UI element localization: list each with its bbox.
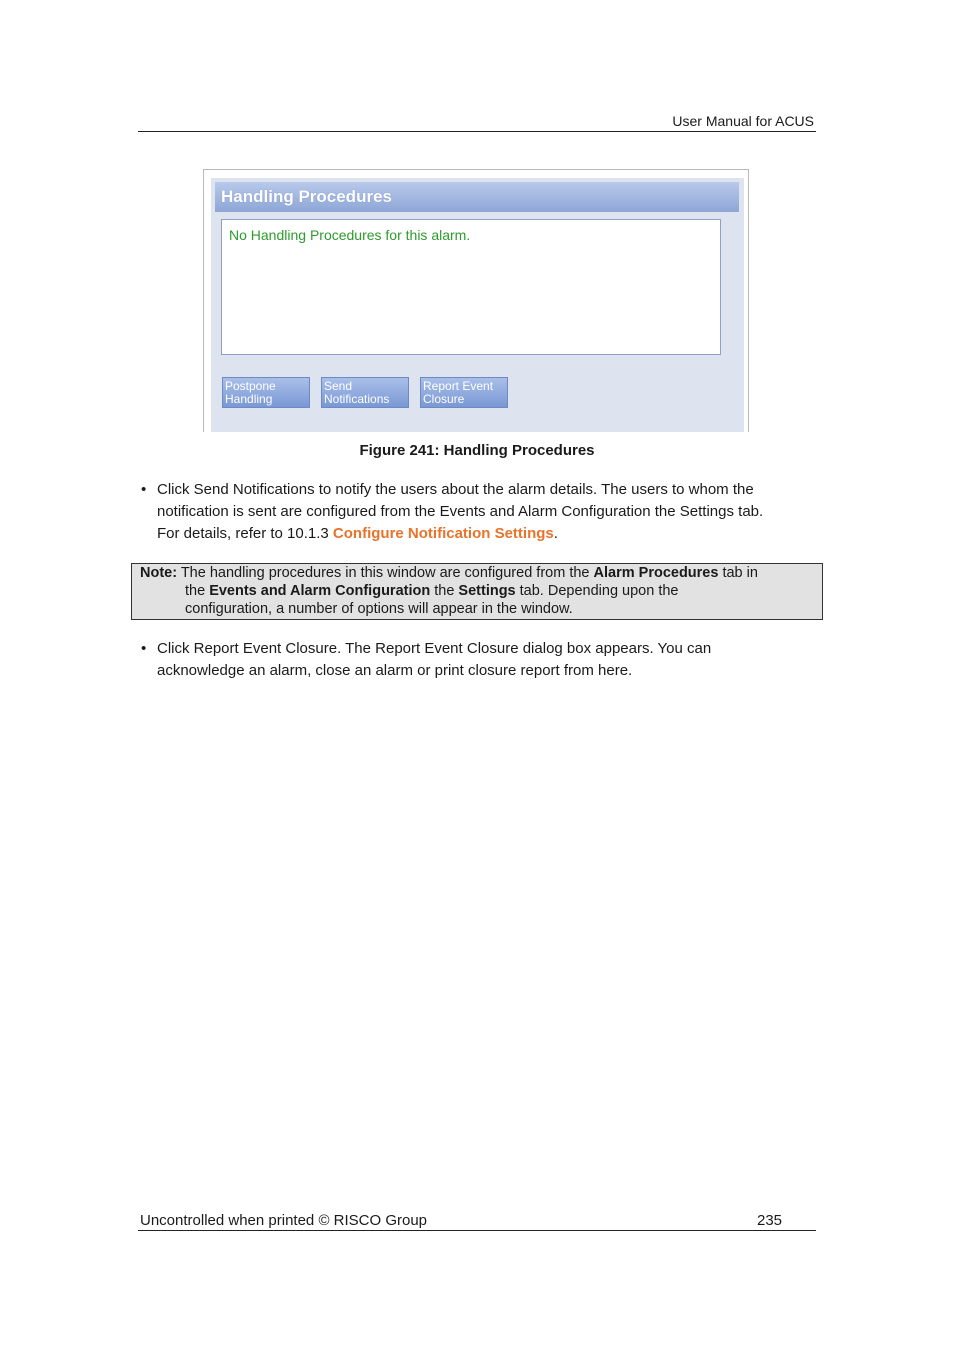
configure-notification-settings-link[interactable]: Configure Notification Settings	[332, 525, 554, 542]
bullet-text: For details, refer to 10.1.3	[157, 525, 333, 542]
figure-caption: Figure 241: Handling Procedures	[359, 442, 595, 459]
bullet-line: • Click Report Event Closure. The Report Event Closure dialog box appears. You can	[157, 640, 712, 657]
note-text: tab in	[718, 565, 758, 581]
note-line: configuration, a number of options will appear in the window.	[185, 601, 573, 617]
figure-screenshot	[203, 169, 749, 432]
postpone-handling-button[interactable]	[222, 377, 310, 408]
note-bold: Alarm Procedures	[593, 565, 719, 581]
note-text: the	[430, 583, 459, 599]
note-label: Note:	[140, 565, 178, 581]
bullet-line: • Click Send Notifications to notify the users about the alarm details. The users to whom the	[157, 481, 754, 498]
bullet-send-notifications	[157, 479, 763, 545]
footer-text: Uncontrolled when printed © RISCO Group	[140, 1212, 428, 1229]
bullet-text: .	[553, 525, 558, 542]
note-text: The handling procedures in this window are configured from the	[177, 565, 594, 581]
header-rule	[138, 131, 816, 132]
handling-procedures-panel	[211, 178, 744, 432]
footer-rule	[138, 1230, 816, 1231]
note-text: tab. Depending upon the	[515, 583, 679, 599]
note-bold: Events and Alarm Configuration	[209, 583, 431, 599]
note-line	[185, 582, 678, 600]
button-label-line: Report Event	[423, 378, 494, 393]
page-number: 235	[757, 1212, 783, 1229]
procedures-message: No Handling Procedures for this alarm.	[229, 227, 471, 243]
button-label-line: Closure	[423, 391, 465, 406]
panel-title: Handling Procedures	[215, 182, 739, 212]
bullet-line: acknowledge an alarm, close an alarm or print closure report from here.	[157, 662, 633, 679]
note-bold: Settings	[458, 583, 516, 599]
button-label-line: Handling	[225, 391, 273, 406]
button-label-line: Send	[324, 378, 353, 393]
note-box	[131, 563, 823, 620]
button-label-line: Postpone	[225, 378, 276, 393]
bullet-line: notification is sent are configured from the Events and Alarm Configuration the Settings tab.	[157, 503, 764, 520]
button-label-line: Notifications	[324, 391, 390, 406]
send-notifications-button[interactable]	[321, 377, 409, 408]
note-line	[140, 564, 758, 582]
procedures-textbox	[221, 219, 721, 355]
running-header: User Manual for ACUS	[672, 113, 814, 129]
bullet-report-event-closure	[157, 638, 711, 682]
report-event-closure-button[interactable]	[420, 377, 508, 408]
note-text: the	[185, 583, 210, 599]
bullet-line	[157, 523, 763, 545]
